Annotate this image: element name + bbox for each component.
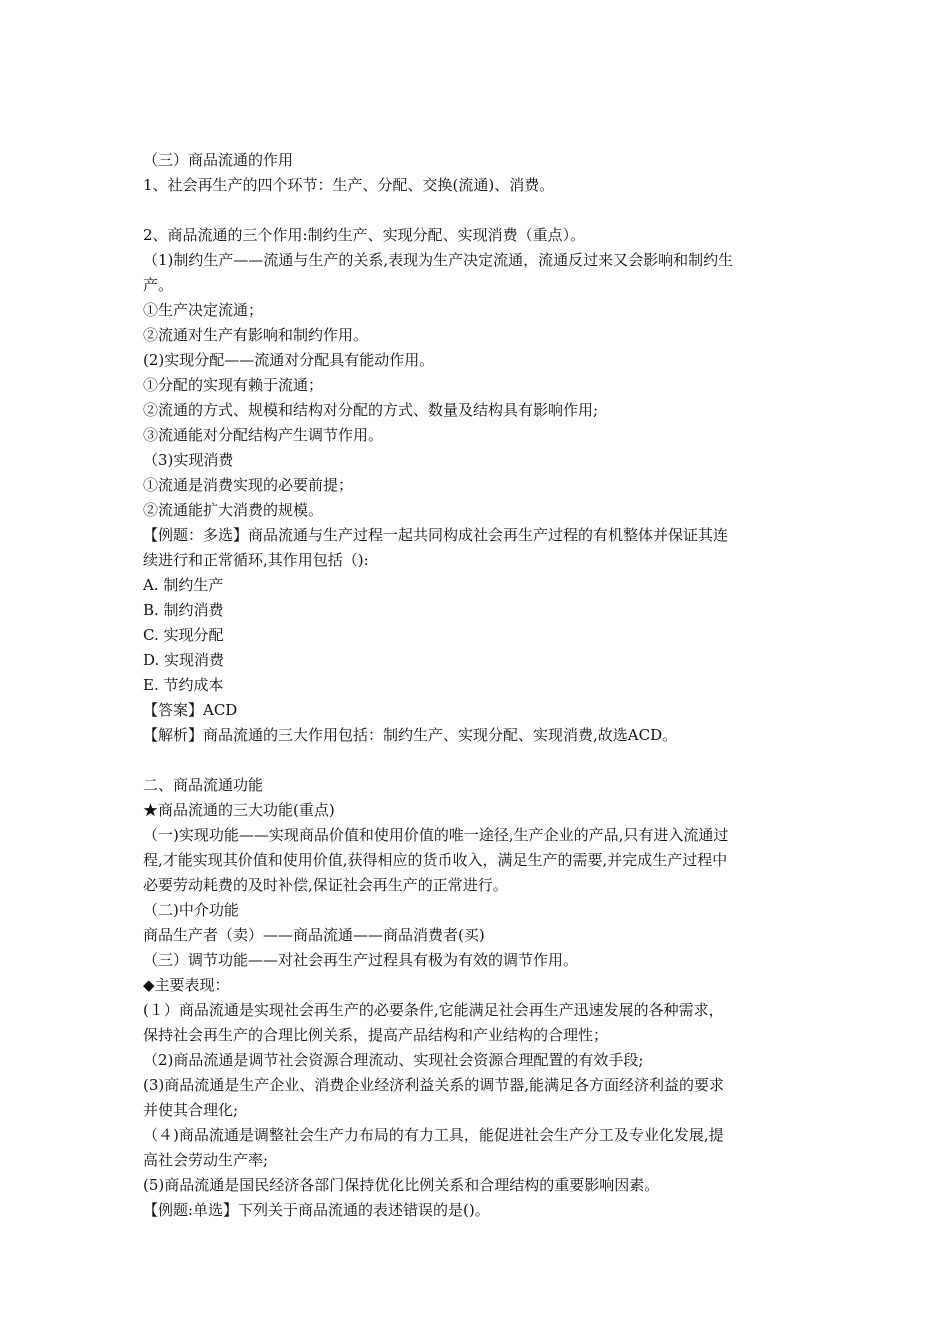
text-line: 产。 bbox=[143, 276, 174, 294]
text-line: （1)制约生产——流通与生产的关系,表现为生产决定流通，流通反过来又会影响和制约生 bbox=[143, 251, 734, 269]
text-line: ①分配的实现有赖于流通； bbox=[143, 376, 324, 394]
text-line: (2)实现分配——流通对分配具有能动作用。 bbox=[143, 351, 435, 369]
text-line: ②流通对生产有影响和制约作用。 bbox=[143, 326, 369, 344]
text-line: 必要劳动耗费的及时补偿,保证社会再生产的正常进行。 bbox=[143, 876, 508, 894]
option-b: B. 制约消费 bbox=[143, 601, 224, 619]
text-line: 商品生产者（卖）——商品流通——商品消费者(买) bbox=[143, 926, 485, 944]
text-line: （3)实现消费 bbox=[143, 451, 234, 469]
text-line: 并使其合理化; bbox=[143, 1101, 239, 1119]
explanation-line: 【解析】商品流通的三大作用包括：制约生产、实现分配、实现消费,故选ACD。 bbox=[143, 726, 678, 744]
answer-line: 【答案】ACD bbox=[143, 701, 238, 719]
text-line: ②流通的方式、规模和结构对分配的方式、数量及结构具有影响作用; bbox=[143, 401, 599, 419]
option-c: C. 实现分配 bbox=[143, 626, 224, 644]
text-line: ◆主要表现： bbox=[143, 976, 230, 994]
text-line: (3)商品流通是生产企业、消费企业经济利益关系的调节器,能满足各方面经济利益的要求 bbox=[143, 1076, 725, 1094]
option-a: A. 制约生产 bbox=[143, 576, 224, 594]
text-line: ★商品流通的三大功能(重点) bbox=[143, 801, 335, 819]
example-question-multiple-choice: 【例题：多选】商品流通与生产过程一起共同构成社会再生产过程的有机整体并保证其连 bbox=[143, 526, 729, 544]
document-body bbox=[143, 148, 815, 1223]
text-line: 保持社会再生产的合理比例关系，提高产品结构和产业结构的合理性； bbox=[143, 1026, 609, 1044]
option-d: D. 实现消费 bbox=[143, 651, 225, 669]
text-line: ③流通能对分配结构产生调节作用。 bbox=[143, 426, 384, 444]
text-line: ①生产决定流通； bbox=[143, 301, 264, 319]
text-line: (１）商品流通是实现社会再生产的必要条件,它能满足社会再生产迅速发展的各种需求， bbox=[143, 1001, 724, 1019]
blank-line bbox=[143, 748, 815, 773]
blank-line bbox=[143, 198, 815, 223]
text-line: (5)商品流通是国民经济各部门保持优化比例关系和合理结构的重要影响因素。 bbox=[143, 1176, 660, 1194]
text-line: （一)实现功能——实现商品价值和使用价值的唯一途径,生产企业的产品,只有进入流通过 bbox=[143, 826, 729, 844]
text-line: ②流通能扩大消费的规模。 bbox=[143, 501, 324, 519]
text-line: （二)中介功能 bbox=[143, 901, 239, 919]
text-line: 2、商品流通的三个作用:制约生产、实现分配、实现消费（重点）。 bbox=[143, 226, 586, 244]
text-line: （４)商品流通是调整社会生产力布局的有力工具，能促进社会生产分工及专业化发展,提 bbox=[143, 1126, 724, 1144]
section-heading-commodity-circulation-functions: 二、商品流通功能 bbox=[143, 776, 264, 794]
text-line: 程,才能实现其价值和使用价值,获得相应的货币收入，满足生产的需要,并完成生产过程中 bbox=[143, 851, 728, 869]
text-line: ①流通是消费实现的必要前提； bbox=[143, 476, 354, 494]
example-question-single-choice: 【例题:单选】下列关于商品流通的表述错误的是()。 bbox=[143, 1201, 490, 1219]
text-line: （2)商品流通是调节社会资源合理流动、实现社会资源合理配置的有效手段; bbox=[143, 1051, 644, 1069]
option-e: E. 节约成本 bbox=[143, 676, 224, 694]
text-line: （三）调节功能——对社会再生产过程具有极为有效的调节作用。 bbox=[143, 951, 579, 969]
text-line: 1、社会再生产的四个环节：生产、分配、交换(流通)、消费。 bbox=[143, 176, 555, 194]
section-heading-commodity-circulation-role: （三）商品流通的作用 bbox=[143, 151, 294, 169]
text-line: 高社会劳动生产率; bbox=[143, 1151, 269, 1169]
text-line: 续进行和正常循环,其作用包括（): bbox=[143, 551, 369, 569]
